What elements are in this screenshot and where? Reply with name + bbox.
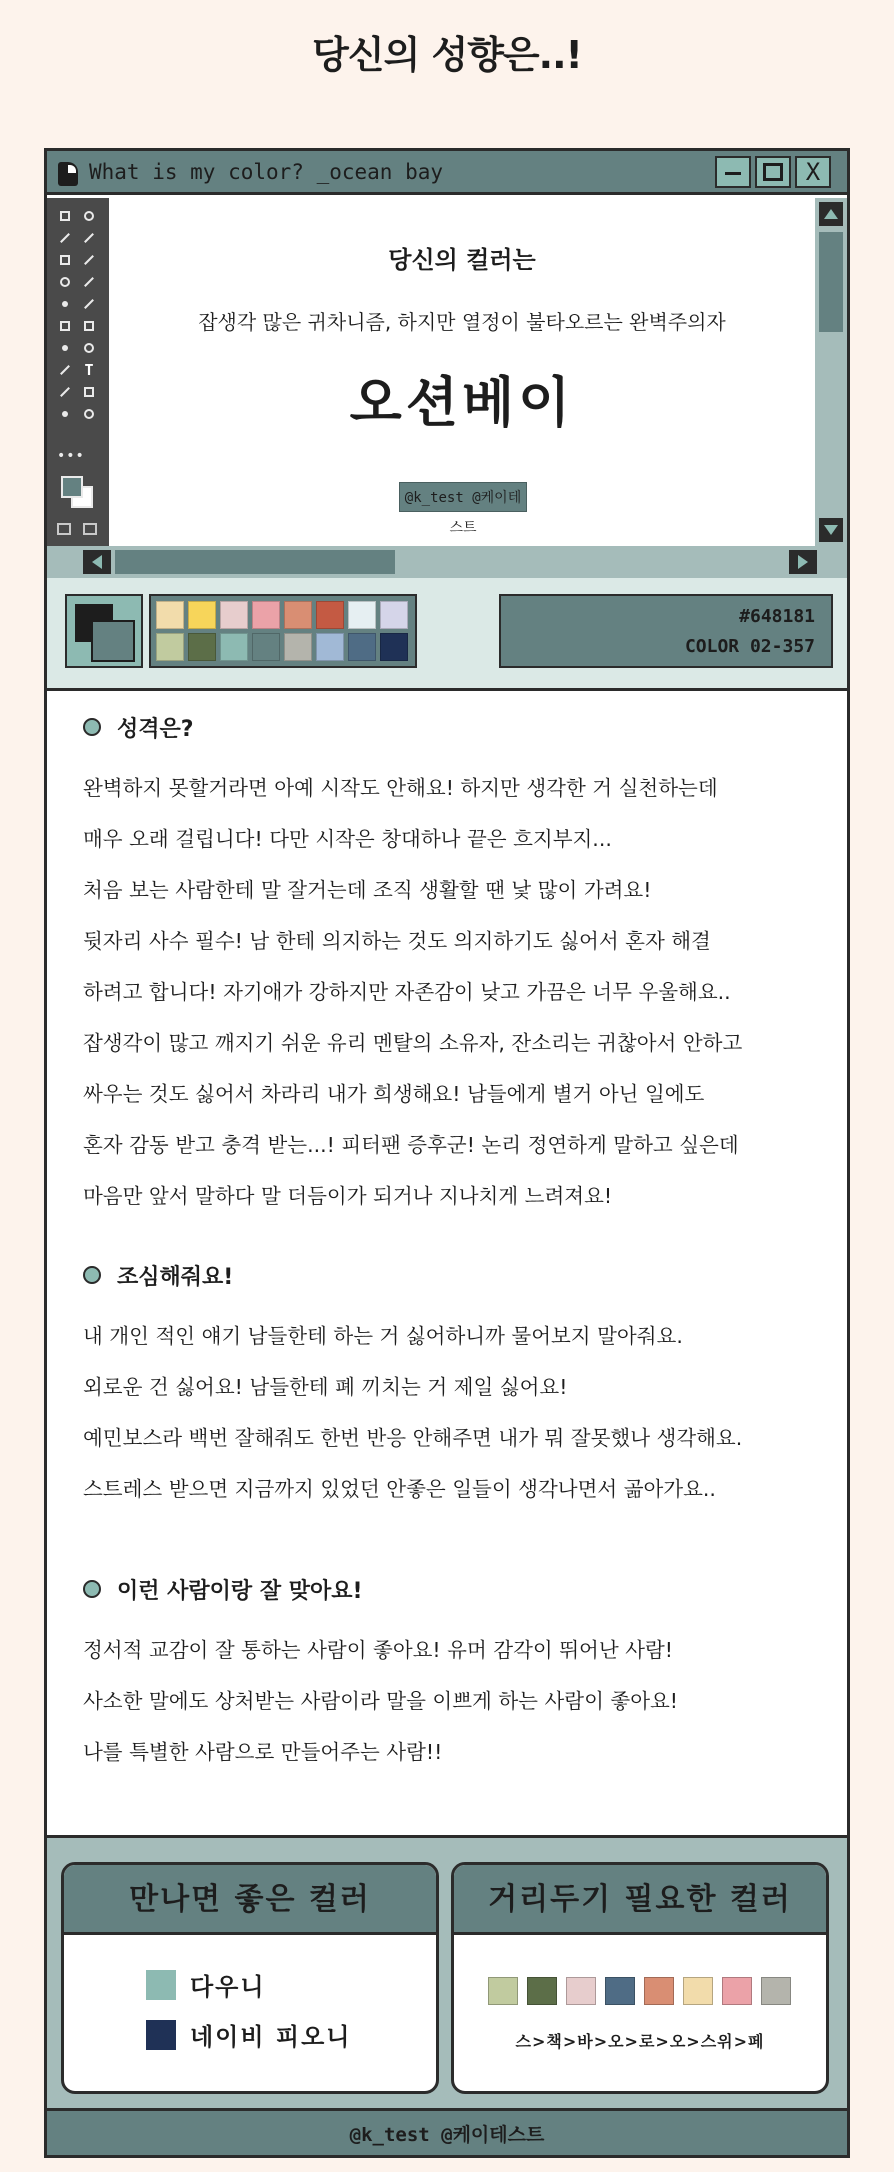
scroll-up-button[interactable] <box>819 202 843 226</box>
horizontal-scrollbar[interactable] <box>47 546 847 578</box>
section-title-text: 성격은? <box>117 716 194 742</box>
palette-swatch[interactable] <box>252 633 280 661</box>
secondary-color <box>91 620 135 662</box>
page-heading: 당신의 성향은..! <box>312 33 582 77</box>
good-color-name: 네이비 피오니 <box>190 2023 352 2051</box>
palette-swatch[interactable] <box>156 633 184 661</box>
section-title <box>83 709 823 745</box>
good-color-item <box>146 2017 351 2052</box>
body-line: 사소한 말에도 상처받는 사람이라 말을 이쁘게 하는 사람이 좋아요! <box>83 1689 679 1713</box>
minimize-button[interactable] <box>715 156 751 188</box>
dodge-tool-icon[interactable] <box>79 338 99 358</box>
good-color-item <box>146 1967 266 2002</box>
canvas <box>109 198 815 546</box>
palette-swatch[interactable] <box>188 601 216 629</box>
history-brush-icon[interactable] <box>79 294 99 314</box>
blur-tool-icon[interactable] <box>55 338 75 358</box>
body-line: 싸우는 것도 싫어서 차라리 내가 희생해요! 남들에게 별거 아닌 일에도 <box>83 1082 705 1106</box>
gradient-tool-icon[interactable] <box>79 316 99 336</box>
bad-color-swatch <box>605 1977 635 2005</box>
screen-mode-icon[interactable] <box>83 523 97 535</box>
hand-tool-icon[interactable] <box>55 404 75 424</box>
section-title <box>83 1257 823 1293</box>
close-button[interactable]: X <box>795 156 831 188</box>
body-line: 나를 특별한 사람으로 만들어주는 사람!! <box>83 1740 443 1764</box>
active-colors[interactable] <box>65 594 143 668</box>
palette-swatch[interactable] <box>252 601 280 629</box>
tool-panel <box>47 198 109 548</box>
good-colors-card <box>61 1862 439 2094</box>
body-line: 예민보스라 백번 잘해줘도 한번 반응 안해주면 내가 뭐 잘못했나 생각해요. <box>83 1426 743 1450</box>
maximize-button[interactable] <box>755 156 791 188</box>
app-window <box>44 148 850 2158</box>
color-name: 오션베이 <box>349 371 575 434</box>
color-square <box>146 2020 176 2050</box>
bad-color-swatch <box>761 1977 791 2005</box>
palette-swatch[interactable] <box>348 633 376 661</box>
color-code: COLOR 02-357 <box>684 636 815 657</box>
footer-credit: @k_test @케이테스트 <box>47 2108 847 2158</box>
color-square <box>146 1970 176 2000</box>
compatibility-area <box>47 1838 847 2108</box>
brush-tool-icon[interactable] <box>79 272 99 292</box>
color-info-box <box>499 594 833 668</box>
shape-tool-icon[interactable] <box>79 382 99 402</box>
ellipse-select-icon[interactable] <box>79 206 99 226</box>
foreground-color-swatch[interactable] <box>61 476 83 498</box>
palette-swatch[interactable] <box>380 633 408 661</box>
bad-colors-card <box>451 1862 829 2094</box>
crop-tool-icon[interactable] <box>55 250 75 270</box>
zoom-tool-icon[interactable] <box>79 404 99 424</box>
bullet-icon <box>83 1580 101 1598</box>
vertical-scroll-thumb[interactable] <box>819 232 843 332</box>
body-line: 하려고 합니다! 자기애가 강하지만 자존감이 낮고 가끔은 너무 우울해요.. <box>83 980 731 1004</box>
body-line: 내 개인 적인 얘기 남들한테 하는 거 싫어하니까 물어보지 말아줘요. <box>83 1324 683 1348</box>
body-line: 혼자 감동 받고 충격 받는...! 피터팬 증후군! 논리 정연하게 말하고 싶은데 <box>83 1133 739 1157</box>
body-line: 잡생각이 많고 깨지기 쉬운 유리 멘탈의 소유자, 잔소리는 귀찮아서 안하고 <box>83 1031 743 1055</box>
stamp-tool-icon[interactable] <box>55 294 75 314</box>
move-tool-icon[interactable] <box>55 206 75 226</box>
palette-swatch[interactable] <box>156 601 184 629</box>
body-line: 뒷자리 사수 필수! 남 한테 의지하는 것도 의지하기도 싫어서 혼자 해결 <box>83 929 711 953</box>
description-area <box>47 691 847 1838</box>
palette-swatch[interactable] <box>284 601 312 629</box>
body-line: 매우 오래 걸립니다! 다만 시작은 창대하나 끝은 흐지부지... <box>83 827 612 851</box>
body-line: 완벽하지 못할거라면 아예 시작도 안해요! 하지만 생각한 거 실천하는데 <box>83 776 718 800</box>
magic-wand-icon[interactable] <box>79 228 99 248</box>
more-tools-icon[interactable]: ••• <box>57 448 85 464</box>
palette-swatch[interactable] <box>220 633 248 661</box>
bad-color-swatch <box>566 1977 596 2005</box>
horizontal-scroll-thumb[interactable] <box>115 550 395 574</box>
text-tool-icon[interactable]: T <box>84 361 94 379</box>
eraser-tool-icon[interactable] <box>55 316 75 336</box>
vertical-scrollbar[interactable] <box>815 198 847 546</box>
section-title-text: 이런 사람이랑 잘 맞아요! <box>117 1578 363 1604</box>
quick-mask-icon[interactable] <box>57 523 71 535</box>
body-line: 처음 보는 사람한테 말 잘거는데 조직 생활할 땐 낯 많이 가려요! <box>83 878 652 902</box>
arrow-down-icon <box>824 525 838 535</box>
credit-chip: @k_test @케이테스트 <box>399 482 527 512</box>
match-section <box>83 1571 823 1778</box>
bad-color-swatch <box>722 1977 752 2005</box>
palette-swatch[interactable] <box>188 633 216 661</box>
palette-swatch[interactable] <box>316 633 344 661</box>
bad-color-swatches <box>488 1977 791 2005</box>
section-title <box>83 1571 823 1607</box>
window-title: What is my color? _ocean bay <box>89 160 444 184</box>
palette-swatch[interactable] <box>284 633 312 661</box>
palette-swatch[interactable] <box>316 601 344 629</box>
palette-swatch[interactable] <box>220 601 248 629</box>
arrow-up-icon <box>824 209 838 219</box>
title-bar[interactable] <box>47 151 847 195</box>
lasso-tool-icon[interactable] <box>55 228 75 248</box>
bullet-icon <box>83 718 101 736</box>
bad-color-swatch <box>644 1977 674 2005</box>
swatch-panel <box>47 578 847 691</box>
section-title-text: 조심해줘요! <box>117 1264 234 1290</box>
palette-swatch[interactable] <box>348 601 376 629</box>
spot-heal-icon[interactable] <box>55 272 75 292</box>
color-tagline: 잡생각 많은 귀차니즘, 하지만 열정이 불타오르는 완벽주의자 <box>198 310 726 334</box>
scroll-down-button[interactable] <box>819 518 843 542</box>
bad-color-swatch <box>488 1977 518 2005</box>
palette-swatch[interactable] <box>380 601 408 629</box>
pen-tool-icon[interactable] <box>55 360 75 380</box>
section-body <box>83 763 823 1222</box>
section-body <box>83 1311 823 1515</box>
bullet-icon <box>83 1266 101 1284</box>
body-line: 외로운 건 싫어요! 남들한테 폐 끼치는 거 제일 싫어요! <box>83 1375 568 1399</box>
bad-color-swatch <box>527 1977 557 2005</box>
document-icon <box>58 162 78 186</box>
section-body <box>83 1625 823 1778</box>
scroll-right-button[interactable] <box>789 550 817 574</box>
canvas-label: 당신의 컬러는 <box>388 246 536 274</box>
hex-code: #648181 <box>739 606 815 627</box>
body-line: 정서적 교감이 잘 통하는 사람이 좋아요! 유머 감각이 뛰어난 사람! <box>83 1638 673 1662</box>
body-line: 스트레스 받으면 지금까지 있었던 안좋은 일들이 생각나면서 곪아가요.. <box>83 1477 716 1501</box>
bad-colors-title: 거리두기 필요한 컬러 <box>454 1865 826 1935</box>
caution-section <box>83 1257 823 1515</box>
body-line: 마음만 앞서 말하다 말 더듬이가 되거나 지나치게 느려져요! <box>83 1184 613 1208</box>
palette-grid <box>149 594 417 668</box>
eyedropper-icon[interactable] <box>79 250 99 270</box>
bad-colors-caption: 스>책>바>오>로>오>스위>페 <box>515 2032 765 2051</box>
arrow-right-icon <box>798 555 808 569</box>
bad-color-swatch <box>683 1977 713 2005</box>
good-colors-title: 만나면 좋은 컬러 <box>64 1865 436 1935</box>
personality-section <box>83 709 823 1222</box>
arrow-left-icon <box>92 555 102 569</box>
path-select-icon[interactable] <box>55 382 75 402</box>
good-color-name: 다우니 <box>190 1973 266 2001</box>
scroll-left-button[interactable] <box>83 550 111 574</box>
